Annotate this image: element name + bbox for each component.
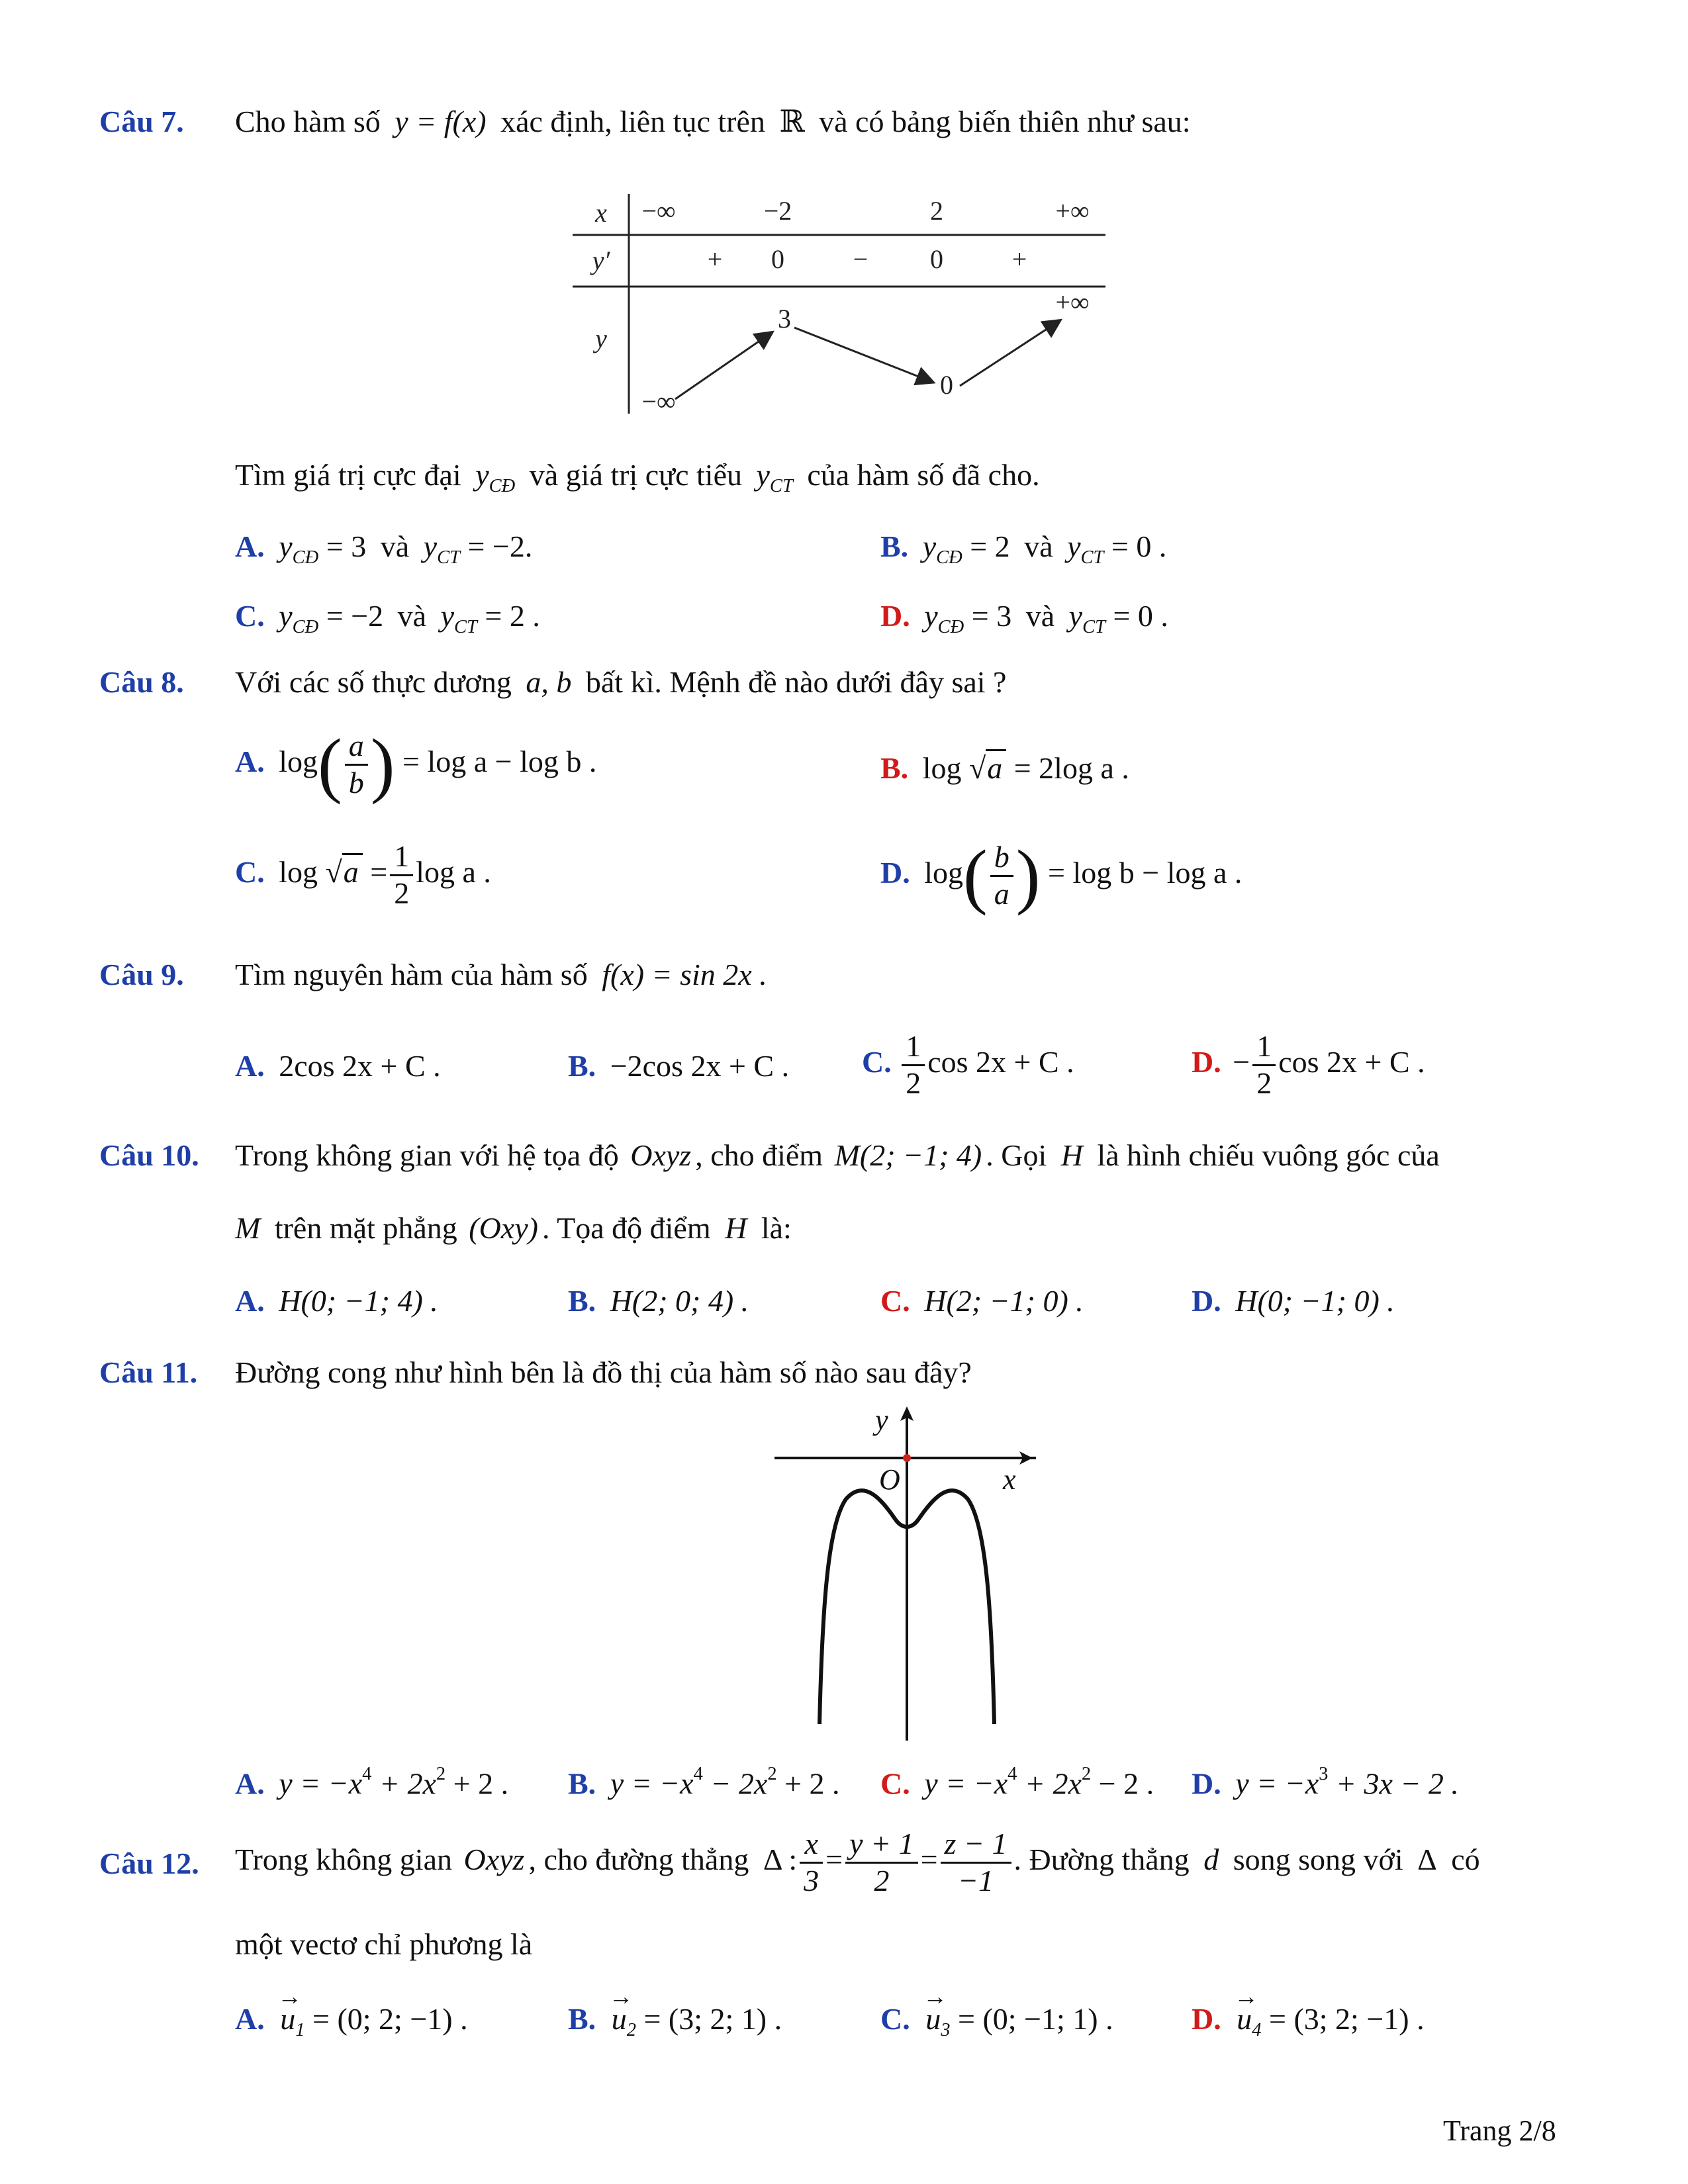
math-value: = −2. [467,529,533,563]
q10-option-d[interactable] [1192,1284,1395,1319]
denominator: 3 [804,1863,820,1897]
question-label: Câu 10. [99,1138,199,1172]
q8-option-c[interactable] [235,839,491,911]
math-var: y [440,599,455,633]
sqrt: √a [969,751,1006,786]
numerator: 1 [1252,1029,1276,1066]
text-span: có [1451,1842,1480,1876]
math-rhs: = log a − log b . [402,744,597,778]
value-neg-inf: −∞ [641,387,676,416]
math-expr: + 2x [371,1766,436,1801]
option-label: A. [235,744,265,778]
vector-u: → u [280,2002,295,2037]
question-9-text [235,958,767,993]
math-value: = 2 . [485,599,540,633]
math-expr: = (3; 2; 1) . [643,2002,782,2036]
option-label: D. [880,855,910,889]
subscript: CĐ [489,475,516,496]
question-10 [99,1138,199,1173]
subscript: 1 [295,2019,305,2040]
math-space: Oxyz [630,1138,692,1172]
math-log: log [279,854,318,889]
option-label: B. [880,529,909,563]
vector-u: → u [1237,2002,1252,2037]
math-expr: y = −x [1235,1766,1319,1801]
denominator: 2 [906,1066,921,1100]
math-value: = 3 [971,599,1012,633]
question-label: Câu 9. [99,958,184,991]
paren: ( [963,835,988,916]
text-span: và có bảng biến thiên như sau: [819,105,1191,138]
math-sign: − [1233,1044,1250,1079]
math-expr: y = −x [279,1766,363,1801]
subscript: CĐ [292,547,319,568]
x-pos-inf: +∞ [1055,196,1090,226]
math-space: Oxyz [463,1842,525,1876]
option-label: D. [1192,1766,1221,1801]
math-expr: = (0; 2; −1) . [312,2002,468,2036]
x-neg-inf: −∞ [641,196,676,226]
subscript: 3 [941,2019,951,2040]
subscript: 4 [1252,2019,1262,2040]
text-span: Tìm nguyên hàm của hàm số [235,958,588,991]
option-label: D. [880,599,910,633]
text-span: là: [761,1211,792,1245]
x-2: 2 [930,196,943,226]
q9-option-b[interactable] [568,1049,789,1084]
text-span: Đường cong như hình bên là đồ thị của hàm số nào sau đây? [235,1355,972,1389]
fraction [902,1029,925,1101]
text-span: . Gọi [986,1138,1047,1172]
option-label: C. [235,599,265,633]
math-expr: + 2 . [445,1766,509,1801]
math-line-name: Δ [1417,1842,1437,1876]
x-minus-2: −2 [763,196,792,226]
math-var: y [279,529,293,563]
value-3: 3 [778,304,791,334]
question-7-text [235,105,1191,140]
deriv-minus: − [853,244,868,274]
value-pos-inf: +∞ [1055,287,1090,317]
question-12 [99,1846,199,1882]
math-vars: a, b [526,665,572,699]
text-span: . Tọa độ điểm [541,1211,711,1245]
numerator: y + 1 [845,1827,917,1864]
q10-option-b[interactable] [568,1284,749,1319]
q12-option-b[interactable] [568,2002,782,2042]
question-11 [99,1355,197,1390]
text-span: của hàm số đã cho. [807,458,1040,492]
option-label: A. [235,1284,265,1318]
vector-u: → u [925,2002,941,2037]
table-y-label: y [595,324,607,353]
denominator: −1 [958,1863,994,1897]
y-axis-label: y [875,1404,888,1436]
text-span: . Đường thẳng [1013,1842,1190,1876]
q7-option-b[interactable] [880,529,1166,569]
question-8 [99,665,184,700]
option-label: D. [1192,1044,1221,1079]
text-span: một vectơ chỉ phương là [235,1927,533,1961]
question-7 [99,105,184,140]
math-expr: y = −x [924,1766,1008,1801]
function-graph [768,1400,1059,1744]
x-axis-label: x [1003,1463,1016,1496]
math-function: f(x) = sin 2x . [602,958,767,991]
option-label: D. [1192,1284,1221,1318]
denominator: 2 [874,1863,890,1897]
denominator: 2 [394,876,410,910]
increase-arrow-1 [675,333,771,399]
question-11-text [235,1355,972,1390]
exponent: 4 [1008,1764,1017,1784]
text-span: Với các số thực dương [235,665,512,699]
text-span: và giá trị cực tiểu [529,458,742,492]
variation-table [569,189,1112,420]
math-expr: + 2 . [776,1766,840,1801]
increase-arrow-2 [960,321,1059,386]
question-10-line-1 [235,1138,1440,1173]
deriv-plus-1: + [707,244,723,274]
subscript: CĐ [292,616,319,637]
question-10-line-2 [235,1211,792,1246]
math-expr: −2cos 2x + C . [610,1049,790,1083]
subscript: CĐ [936,547,962,568]
math-var: H [725,1211,747,1245]
option-label: A. [235,2002,265,2036]
numerator: x [800,1827,823,1864]
q9-option-d[interactable] [1192,1029,1425,1101]
math-eq: = [825,1842,843,1876]
exponent: 4 [362,1764,372,1784]
math-expr: H(0; −1; 0) . [1235,1284,1395,1318]
subscript: CT [769,475,793,496]
text-span: và [380,529,410,563]
math-var: d [1203,1842,1219,1876]
q11-option-c[interactable] [880,1764,1154,1801]
option-label: B. [568,2002,596,2036]
q9-option-a[interactable] [235,1049,441,1084]
fraction [941,1827,1011,1899]
exponent: 4 [693,1764,703,1784]
q12-option-c[interactable] [880,2002,1113,2042]
paren: ) [1015,835,1041,916]
subscript: CT [454,616,477,637]
option-label: C. [880,2002,910,2036]
option-label: A. [235,1049,265,1083]
math-var: y [922,529,937,563]
q12-option-d[interactable] [1192,2002,1425,2042]
numerator: z − 1 [941,1827,1011,1864]
math-rhs: = 2log a . [1013,751,1129,785]
table-yprime-label: y′ [592,246,610,275]
option-label: C. [862,1044,892,1079]
numerator: b [990,840,1013,877]
math-line-name: Δ : [763,1842,798,1876]
fraction [345,729,368,801]
q8-option-b[interactable] [880,751,1129,786]
math-eq: = [920,1842,938,1876]
q11-option-d[interactable] [1192,1764,1459,1801]
q7-option-c[interactable] [235,599,540,639]
real-set-symbol: ℝ [779,105,805,138]
math-var: y [475,458,489,492]
math-rhs: log a . [416,854,491,889]
question-label: Câu 11. [99,1355,198,1389]
page-number: Trang 2/8 [1443,2115,1556,2147]
math-value: = 0 . [1111,529,1167,563]
numerator: a [345,729,368,766]
math-point: M(2; −1; 4) [834,1138,982,1172]
text-span: song song với [1233,1842,1403,1876]
paren: ) [370,724,395,805]
text-span: Tìm giá trị cực đại [235,458,461,492]
decrease-arrow [794,328,932,382]
option-label: A. [235,1766,265,1801]
text-span: , cho đường thẳng [528,1842,749,1876]
math-var: y [756,458,770,492]
radicand: a [986,749,1006,785]
q11-option-b[interactable] [568,1764,840,1801]
math-value: = 2 [970,529,1010,563]
subscript: CT [437,547,460,568]
option-label: C. [880,1284,910,1318]
denominator: a [994,876,1009,911]
math-expr: − 2x [702,1766,768,1801]
paren: ( [318,724,342,805]
vector-u: → u [612,2002,627,2037]
fraction [390,839,413,911]
q7-option-a[interactable] [235,529,532,569]
math-var: H [1060,1138,1083,1172]
math-expr: + 3x − 2 . [1328,1766,1459,1801]
option-label: C. [880,1766,910,1801]
numerator: 1 [390,839,413,876]
question-12-line-2 [235,1927,532,1962]
math-expr: − 2 . [1091,1766,1154,1801]
q8-option-d[interactable] [880,835,1243,916]
numerator: 1 [902,1029,925,1066]
math-value: = 0 . [1113,599,1168,633]
denominator: b [348,765,364,799]
exponent: 2 [767,1764,777,1784]
origin-point [903,1454,911,1462]
sqrt: √a [326,855,363,890]
q11-option-a[interactable] [235,1764,508,1801]
math-log: log [924,855,964,889]
subscript: CĐ [937,616,964,637]
text-span: xác định, liên tục trên [500,105,765,138]
question-9 [99,958,184,993]
exponent: 2 [436,1764,446,1784]
text-span: , cho điểm [695,1138,823,1172]
math-var: M [235,1211,261,1245]
math-expr: + 2x [1017,1766,1082,1801]
math-expr: 2cos 2x + C . [279,1049,441,1083]
math-expr: H(0; −1; 4) . [279,1284,438,1318]
option-label: B. [568,1766,596,1801]
option-label: B. [880,751,909,785]
fraction [990,840,1013,912]
option-label: C. [235,854,265,889]
radicand: a [342,853,363,889]
text-span: Trong không gian với hệ tọa độ [235,1138,619,1172]
math-plane: (Oxy) [469,1211,538,1245]
math-eq: = [370,854,388,889]
math-rhs: = log b − log a . [1048,855,1243,889]
text-span: trên mặt phẳng [274,1211,457,1245]
q12-option-a[interactable] [235,2002,468,2042]
exponent: 3 [1319,1764,1329,1784]
q7-option-d[interactable] [880,599,1168,639]
math-var: y [1067,529,1081,563]
math-var: y [423,529,438,563]
math-value: = 3 [326,529,367,563]
math-log: log [279,744,318,778]
text-span: Trong không gian [235,1842,452,1876]
text-span: và [1024,529,1053,563]
deriv-zero-2: 0 [930,244,943,274]
subscript: CT [1080,547,1104,568]
text-span: và [1025,599,1055,633]
exponent: 2 [1081,1764,1092,1784]
math-value: = −2 [326,599,384,633]
question-8-text [235,665,1006,700]
denominator: 2 [1256,1066,1272,1100]
question-label: Câu 12. [99,1846,199,1880]
math-var: y [279,599,293,633]
question-label: Câu 8. [99,665,184,699]
subscript: 2 [626,2019,636,2040]
math-expr: H(2; 0; 4) . [610,1284,749,1318]
math-log: log [922,751,962,785]
origin-label: O [879,1463,900,1496]
q9-option-c[interactable] [862,1029,1074,1101]
math-var: y [924,599,938,633]
math-expr: H(2; −1; 0) . [924,1284,1084,1318]
question-label: Câu 7. [99,105,184,138]
fraction [800,1827,823,1899]
q8-option-a[interactable] [235,724,597,805]
question-12-line-1 [235,1827,1480,1899]
option-label: B. [568,1049,596,1083]
text-span: Cho hàm số [235,105,381,138]
q10-option-c[interactable] [880,1284,1084,1319]
text-span: và [397,599,427,633]
option-label: B. [568,1284,596,1318]
value-0: 0 [940,370,953,400]
math-expr: = (3; 2; −1) . [1269,2002,1425,2036]
option-label: D. [1192,2002,1221,2036]
q10-option-a[interactable] [235,1284,438,1319]
math-expr: = (0; −1; 1) . [958,2002,1113,2036]
text-span: bất kì. Mệnh đề nào dưới đây sai ? [585,665,1007,699]
deriv-plus-2: + [1011,244,1027,274]
deriv-zero-1: 0 [771,244,784,274]
table-x-label: x [595,198,607,228]
subscript: CT [1082,616,1105,637]
math-expr: cos 2x + C . [927,1044,1074,1079]
math-var: y [1068,599,1083,633]
fraction [1252,1029,1276,1101]
text-span: là hình chiếu vuông góc của [1097,1138,1440,1172]
math-expr: cos 2x + C . [1278,1044,1425,1079]
fraction [845,1827,917,1899]
math-function: y = f(x) [395,105,487,138]
option-label: A. [235,529,265,563]
question-7-prompt [235,458,1040,498]
math-expr: y = −x [610,1766,694,1801]
